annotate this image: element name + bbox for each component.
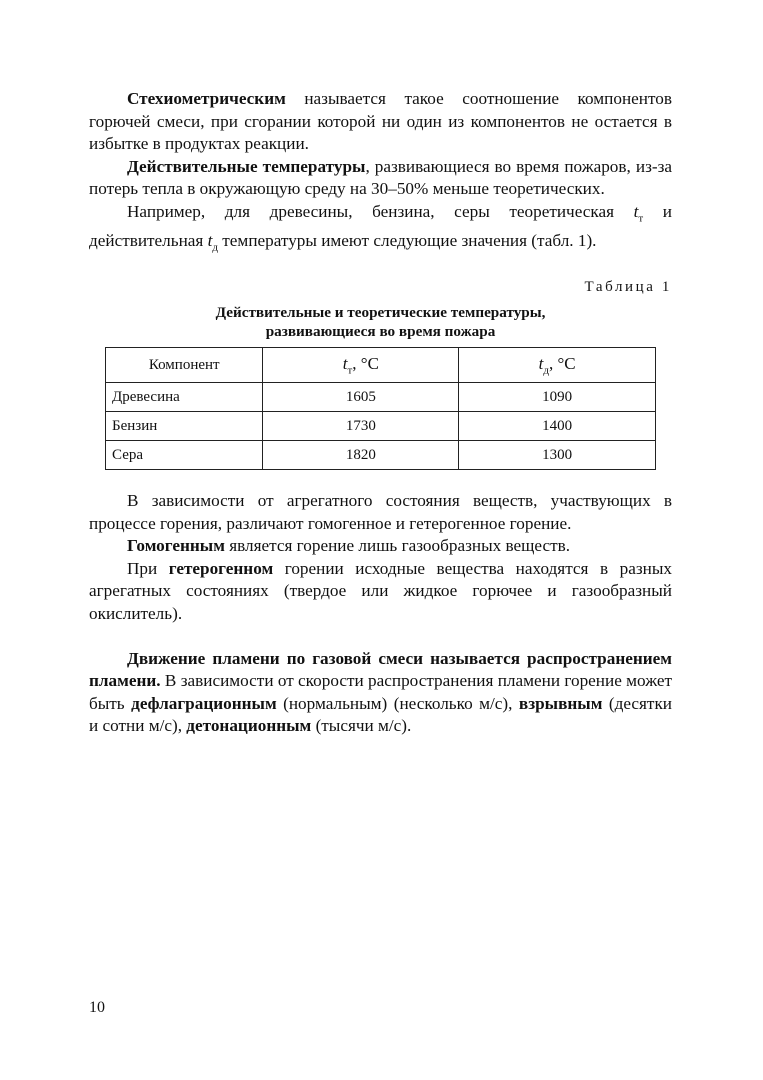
subscript-d: д <box>212 241 218 254</box>
paragraph-stoichiometric <box>89 88 672 156</box>
symbol-t: t <box>633 201 639 221</box>
symbol-t: t <box>207 231 213 250</box>
term-detonation: детонационным <box>186 716 312 736</box>
table-title-line: Действительные и теоретические температуры, <box>215 304 546 322</box>
paragraph-text: и действительная <box>89 201 672 250</box>
paragraph-text: температуры имеют следующие значения (табл. 1). <box>218 231 597 250</box>
cell-component: Древесина <box>106 383 263 412</box>
header-component: Компонент <box>106 348 263 383</box>
header-actual <box>459 348 656 383</box>
cell-theoretical: 1820 <box>263 441 459 470</box>
cell-theoretical: 1605 <box>263 383 459 412</box>
table-title-line: развивающиеся во время пожара <box>265 323 496 341</box>
term-explosive: взрывным <box>518 693 603 713</box>
paragraph-text: называется такое соотношение компонентов горючей смеси, при сгорании которой ни один из компонентов не остается в избытке в продуктах реакции. <box>89 89 672 154</box>
term-stoichiometric: Стехиометрическим <box>127 89 286 108</box>
paragraph-example <box>89 201 672 259</box>
unit: , °С <box>352 353 379 373</box>
paragraph-flame-propagation <box>89 648 672 738</box>
header-theoretical <box>263 348 459 383</box>
term-heterogeneous: гетерогенном <box>168 558 274 578</box>
paragraph-text: Например, для древесины, бензина, серы теоретическая <box>127 201 634 221</box>
paragraph-homogeneous <box>89 535 672 558</box>
paragraph-text: (тысячи м/с). <box>311 716 412 736</box>
subscript-t: т <box>347 364 353 377</box>
paragraph-heterogeneous <box>89 558 672 626</box>
table-row <box>106 441 656 470</box>
paragraph-aggregate-state: В зависимости от агрегатного состояния веществ, участвующих в процессе горения, различают гомогенное и гетерогенное горение. <box>89 491 672 533</box>
page-content <box>89 88 672 738</box>
cell-actual: 1090 <box>459 383 656 412</box>
paragraph-text: является горение лишь газообразных веществ. <box>224 536 570 556</box>
cell-component: Сера <box>106 441 263 470</box>
symbol-t: t <box>342 353 348 373</box>
paragraph-text: горении исходные вещества находятся в разных агрегатных состояниях (твердое или жидкое горючее и газообразный окислитель). <box>89 558 672 623</box>
subscript-t: т <box>638 212 644 225</box>
table-header-row <box>106 348 656 383</box>
cell-theoretical: 1730 <box>263 412 459 441</box>
cell-actual: 1400 <box>459 412 656 441</box>
table-title <box>89 303 672 341</box>
term-flame-propagation: Движение пламени по газовой смеси называется распространением пламени. <box>89 648 672 691</box>
table-row <box>106 383 656 412</box>
paragraph-actual-temperatures <box>89 156 672 201</box>
term-homogeneous: Гомогенным <box>127 536 225 556</box>
cell-actual: 1300 <box>459 441 656 470</box>
unit: , °С <box>548 353 576 373</box>
paragraph-text: , развивающиеся во время пожаров, из-за потерь тепла в окружающую среду на 30–50% меньше теоретических. <box>89 156 672 199</box>
subscript-d: д <box>543 364 549 377</box>
term-deflagration: дефлаграционным <box>131 693 277 713</box>
table-row <box>106 412 656 441</box>
paragraph-text: В зависимости от скорости распространения пламени горение может быть <box>89 671 672 713</box>
term-actual-temperatures: Действительные температуры <box>127 156 366 176</box>
symbol-t: t <box>538 353 544 373</box>
cell-component: Бензин <box>106 412 263 441</box>
paragraph-text: (десятки и сотни м/с), <box>89 693 672 736</box>
paragraph-text: При <box>127 558 169 578</box>
page-number: 10 <box>89 999 105 1016</box>
table-number: Таблица 1 <box>584 279 672 296</box>
paragraph-text: (нормальным) (несколько м/с), <box>276 693 519 713</box>
temperature-table <box>105 347 656 470</box>
